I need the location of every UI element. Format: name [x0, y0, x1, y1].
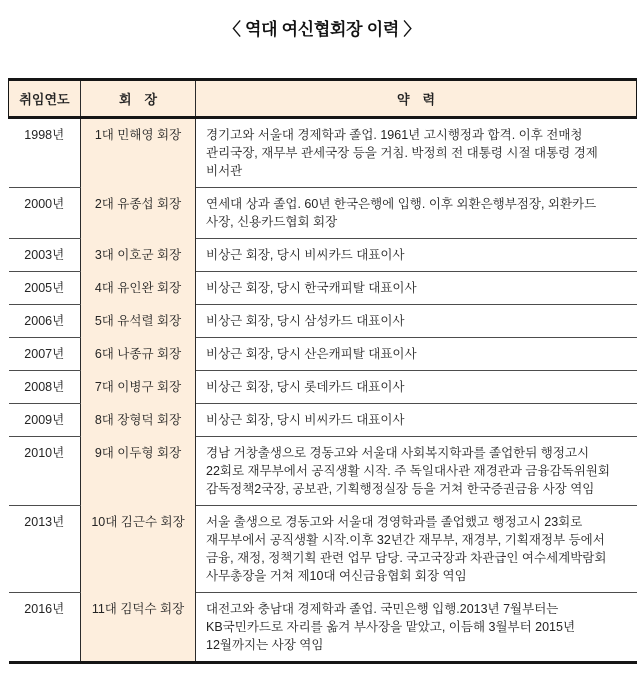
table-row	[9, 239, 637, 272]
year-cell: 2016년	[24, 602, 65, 616]
table-header-row	[9, 80, 637, 118]
chairman-cell: 9대 이두형 회장	[81, 437, 196, 506]
profile-cell: 비상근 회장, 당시 비씨카드 대표이사	[196, 239, 637, 272]
table-row	[9, 437, 637, 506]
chairman-cell: 4대 유인완 회장	[81, 272, 196, 305]
chairman-cell: 2대 유종섭 회장	[81, 188, 196, 239]
table-row	[9, 305, 637, 338]
table-row	[9, 272, 637, 305]
table-row	[9, 506, 637, 593]
profile-cell: 경기고와 서울대 경제학과 졸업. 1961년 고시행정과 합격. 이후 전매청 관리국장, 재무부 관세국장 등을 거침. 박정희 전 대통령 시절 대통령 경제 비서관	[196, 118, 637, 188]
year-cell: 2010년	[9, 437, 81, 506]
profile-cell: 비상근 회장, 당시 산은캐피탈 대표이사	[196, 338, 637, 371]
table-row	[9, 404, 637, 437]
table-body	[9, 118, 637, 663]
chairman-cell: 1대 민해영 회장	[81, 118, 196, 188]
chairman-cell: 10대 김근수 회장	[81, 506, 196, 593]
table-row	[9, 593, 637, 663]
chairman-cell: 3대 이호군 회장	[81, 239, 196, 272]
chairman-cell: 7대 이병구 회장	[81, 371, 196, 404]
table-row	[9, 188, 637, 239]
profile-cell: 경남 거창출생으로 경동고와 서울대 사회복지학과를 졸업한뒤 행정고시 22회로 재무부에서 공직생활 시작. 주 독일대사관 재경관과 금융감독위원회 감독정책2국장, 공보관, 기획행정실장 등을 거쳐 한국증권금융 사장 역임	[196, 437, 637, 506]
year-cell: 2013년	[9, 506, 81, 593]
year-cell: 2000년	[9, 188, 81, 239]
profile-cell: 서울 출생으로 경동고와 서울대 경영학과를 졸업했고 행정고시 23회로 재무부에서 공직생활 시작.이후 32년간 재무부, 재경부, 기획재정부 등에서 금융, 재정, 정책기획 관련 업무 담당. 국고국장과 차관급인 여수세계박람회 사무총장을 거쳐 제10대 여신금융협회 회장 역임	[196, 506, 637, 593]
chairman-cell: 11대 김덕수 회장	[81, 593, 196, 663]
profile-cell: 비상근 회장, 당시 삼성카드 대표이사	[196, 305, 637, 338]
year-cell: 2003년	[9, 239, 81, 272]
header-cell-profile: 약 력	[196, 80, 637, 118]
year-cell: 2006년	[9, 305, 81, 338]
profile-cell: 대전고와 충남대 경제학과 졸업. 국민은행 입행.2013년 7월부터는 KB국민카드로 자리를 옮겨 부사장을 맡았고, 이듬해 3월부터 2015년 12월까지는 사장 역임	[206, 602, 576, 652]
table-row	[9, 338, 637, 371]
year-cell: 2007년	[9, 338, 81, 371]
page-title: 〈 역대 여신협회장 이력 〉	[223, 20, 421, 39]
table-row	[9, 118, 637, 188]
chairman-cell: 5대 유석렬 회장	[81, 305, 196, 338]
profile-cell: 연세대 상과 졸업. 60년 한국은행에 입행. 이후 외환은행부점장, 외환카드 사장, 신용카드협회 회장	[196, 188, 637, 239]
chairman-history-table	[8, 78, 637, 664]
chairman-cell: 8대 장형덕 회장	[81, 404, 196, 437]
header-cell-year: 취임연도	[9, 80, 81, 118]
header-cell-chairman: 회 장	[81, 80, 196, 118]
profile-cell: 비상근 회장, 당시 비씨카드 대표이사	[196, 404, 637, 437]
year-cell: 1998년	[9, 118, 81, 188]
year-cell: 2009년	[9, 404, 81, 437]
chairman-cell: 6대 나종규 회장	[81, 338, 196, 371]
profile-cell: 비상근 회장, 당시 롯데카드 대표이사	[196, 371, 637, 404]
table-row	[9, 371, 637, 404]
year-cell: 2008년	[9, 371, 81, 404]
year-cell: 2005년	[9, 272, 81, 305]
profile-cell: 비상근 회장, 당시 한국캐피탈 대표이사	[196, 272, 637, 305]
